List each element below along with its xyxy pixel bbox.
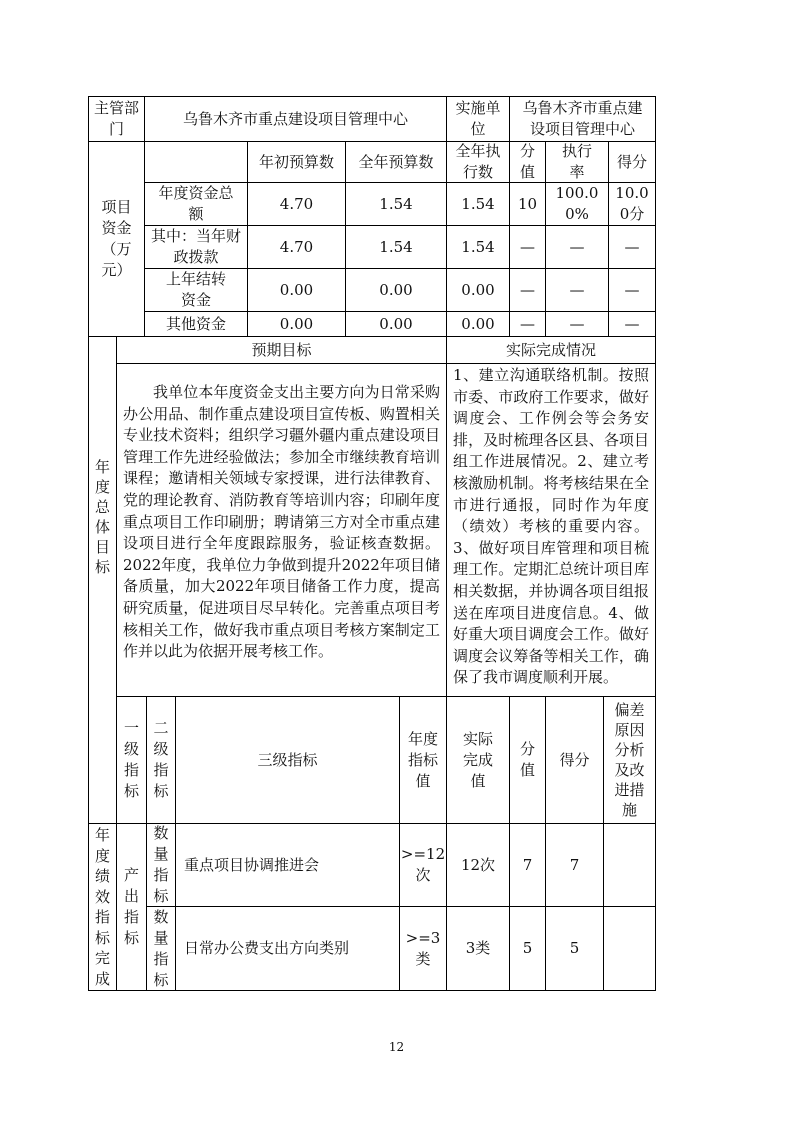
funds-row-score-value: —: [520, 237, 535, 256]
indicator-target: >=12次: [400, 845, 446, 884]
funds-row-executed: 1.54: [461, 237, 495, 256]
indicator-target: >=3类: [405, 928, 441, 968]
funds-row-annual: 0.00: [379, 314, 413, 333]
indicator-score: 5: [569, 939, 580, 957]
funds-row-score-value: —: [520, 314, 535, 333]
funds-row-rate: —: [569, 280, 585, 299]
funds-row-initial: 4.70: [279, 237, 314, 256]
header-score-value: 分值: [519, 740, 535, 779]
funds-row-rate: 100.00%: [555, 184, 599, 223]
indicator-actual: 3类: [465, 939, 491, 957]
funds-row-initial: 4.70: [279, 194, 314, 213]
header-score: 得分: [559, 750, 590, 769]
funds-row-score: —: [624, 280, 640, 299]
actual-completion-text: 1、建立沟通联络机制。按照市委、市政府工作要求，做好调度会、工作例会等会务安排，及时梳理各区县、各项目组工作进展情况。2、建立考核激励机制。将考核结果在全市进行通报，同时作为年度（绩效）考核的重要内容。3、做好项目库管理和项目梳理工作。定期汇总统计项目库相关数据，并协调各项目组报送在库项目进度信息。4、做好重大项目调度会工作。做好调度会议筹备等相关工作，确保了我市调度顺利开展。: [453, 366, 649, 687]
indicators-section-label: 年度绩效指标完成: [94, 826, 110, 988]
funds-row-executed: 1.54: [461, 194, 495, 213]
funds-row-rate: —: [569, 314, 585, 333]
indicator-level3: 日常办公费支出方向类别: [184, 939, 350, 957]
funds-row-score: —: [624, 237, 640, 256]
funds-row-annual: 0.00: [379, 280, 413, 299]
header-level2: 二级指标: [153, 719, 169, 800]
col-header-rate: 执行率: [561, 142, 592, 181]
funds-row-label: 其他资金: [165, 314, 226, 333]
header-actual: 实际完成值: [463, 729, 494, 790]
indicator-level2: 数量指标: [153, 824, 169, 905]
funds-row-annual: 1.54: [379, 237, 413, 256]
goals-section-label: 年度总体目标: [94, 457, 110, 576]
funds-row-score-value: —: [520, 280, 535, 299]
indicator-level3: 重点项目协调推进会: [184, 855, 320, 874]
indicator-actual: 12次: [460, 855, 496, 874]
col-header-score-value: 分值: [519, 142, 535, 181]
header-level3: 三级指标: [257, 750, 318, 769]
expected-goal-text: 我单位本年度资金支出主要方向为日常采购办公用品、制作重点建设项目宣传板、购置相关专业技术资料；组织学习疆外疆内重点建设项目管理工作先进经验做法；参加全市继续教育培训课程；邀请相关领域专家授课，进行法律教育、党的理论教育、消防教育等培训内容；印刷年度重点项目工作印刷册；聘请第三方对全市重点建设项目进行全年度跟踪服务，验证核查数据。2022年度，我单位力争做到提升2022年项目储备质量，加大2022年项目储备工作力度，提高研究质量，促进项目尽早转化。完善重点项目考核相关工作，做好我市重点项目考核方案制定工作并以此为依据开展考核工作。: [123, 383, 440, 661]
funds-row-label: 上年结转资金: [165, 270, 226, 309]
indicator-deviation: [604, 907, 655, 990]
funds-row-annual: 1.54: [379, 194, 413, 213]
funds-row-score-value: 10: [517, 194, 538, 213]
dept-label: 主管部门: [93, 99, 139, 138]
dept-value: 乌鲁木齐市重点建设项目管理中心: [182, 109, 408, 128]
funds-row-executed: 0.00: [461, 280, 495, 299]
indicator-score-value: 5: [522, 939, 533, 957]
impl-label: 实施单位: [455, 99, 501, 138]
indicator-level2: 数量指标: [153, 907, 169, 989]
header-target: 年度指标值: [408, 729, 439, 790]
funds-row-initial: 0.00: [279, 280, 314, 299]
level1-value: 产出指标: [124, 866, 140, 947]
page-number: 12: [388, 1040, 405, 1054]
funds-row-label: 其中：当年财政拨款: [151, 227, 242, 266]
indicator-score-value: 7: [522, 855, 533, 874]
expected-goal-header: 预期目标: [251, 340, 312, 359]
funds-section-label: 项目资金（万元）: [101, 198, 132, 279]
funds-row-label: 年度资金总额: [158, 184, 234, 223]
indicator-deviation: [604, 824, 655, 906]
actual-completion-header: 实际完成情况: [505, 340, 596, 359]
col-header-executed: 全年执行数: [455, 142, 501, 181]
funds-row-initial: 0.00: [279, 314, 314, 333]
funds-row-score: 10.00分: [615, 184, 649, 223]
header-level1: 一级指标: [124, 719, 140, 800]
impl-value: 乌鲁木齐市重点建设项目管理中心: [522, 99, 643, 138]
indicator-score: 7: [569, 855, 580, 874]
funds-row-rate: —: [569, 237, 585, 256]
funds-row-score: —: [624, 314, 640, 333]
col-header-score: 得分: [616, 152, 647, 171]
funds-row-executed: 0.00: [461, 314, 495, 333]
header-deviation: 偏差原因分析及改进措施: [614, 701, 645, 819]
col-header-initial: 年初预算数: [258, 152, 334, 171]
col-header-annual: 全年预算数: [358, 152, 434, 171]
